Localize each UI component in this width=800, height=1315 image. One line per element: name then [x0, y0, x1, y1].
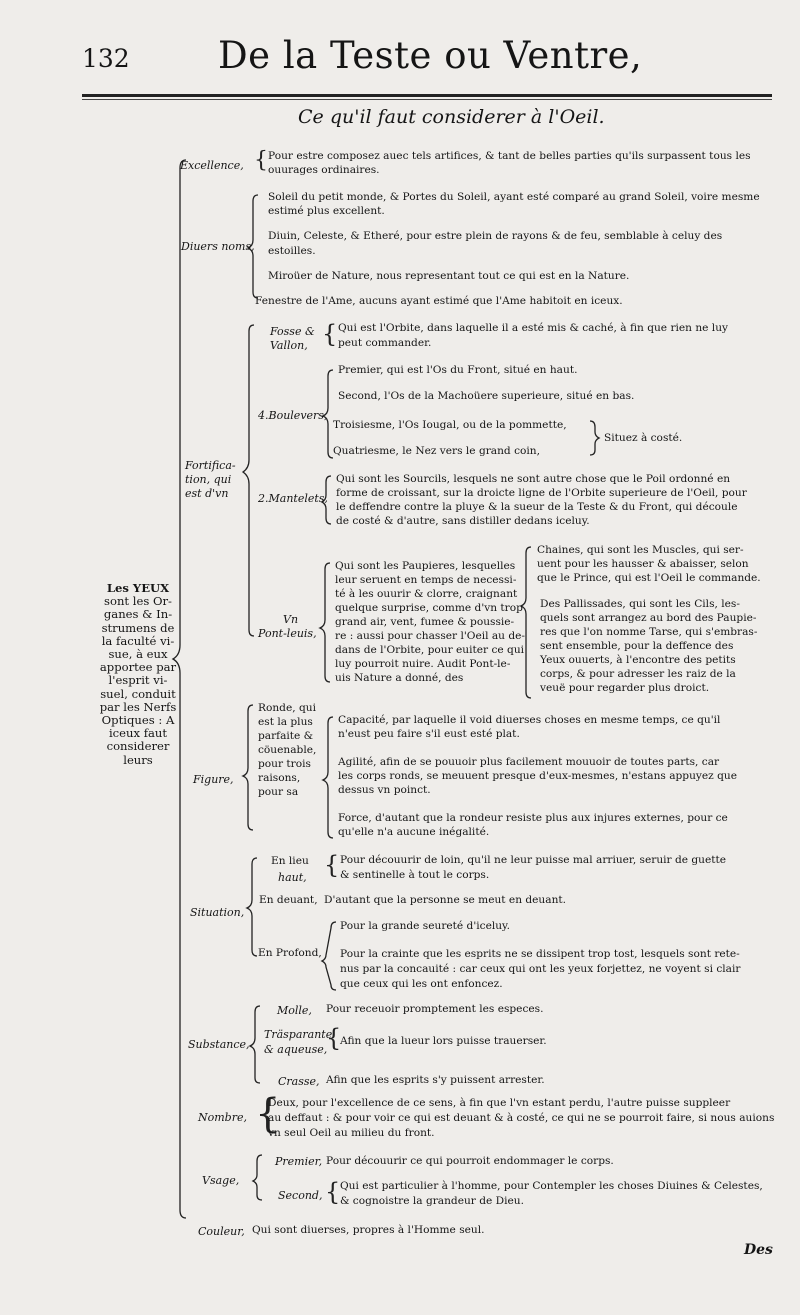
- figure-reason: Agilité, afin de se pouuoir plus facilement mouuoir de toutes parts, car: [338, 756, 720, 768]
- profond-text: Pour la grande seureté d'iceluy.: [340, 920, 511, 932]
- boulevers-item: Troisiesme, l'Os Iougal, ou de la pommette,: [333, 419, 567, 431]
- figure-sub: est la plus: [258, 716, 313, 728]
- mantelets-text: de costé & d'autre, sans distiller dedans iceluy.: [336, 515, 590, 527]
- chaines-text: que le Prince, qui est l'Oeil le commande.: [537, 572, 761, 584]
- catchword: Des: [744, 1242, 773, 1258]
- second-text: Qui est particulier à l'homme, pour Contempler les choses Diuines & Celestes,: [340, 1180, 763, 1192]
- premier-label: Premier,: [275, 1155, 323, 1168]
- profond-label: En Profond,: [258, 947, 322, 959]
- pontlevis-text: dans de l'Orbite, pour euiter ce qui: [335, 644, 525, 656]
- fortification-label: est d'vn: [185, 487, 229, 500]
- root-label: Les YEUX sont les Or- ganes & In- strumens de la faculté vi- sue, à eux apportee par l'esprit vi- suel, conduit par les Nerfs Optiques : A iceux faut considerer leurs: [99, 581, 177, 767]
- lieu-label: haut,: [278, 871, 307, 884]
- page-number: 132: [82, 44, 130, 73]
- second-label: Second,: [278, 1189, 323, 1202]
- excellence-label: Excellence,: [180, 159, 244, 172]
- diuers-noms-item: Fenestre de l'Ame, aucuns ayant estimé que l'Ame habitoit en iceux.: [255, 295, 623, 307]
- figure-sub: cöuenable,: [258, 744, 317, 756]
- trans-label: & aqueuse,: [264, 1043, 328, 1056]
- brace: {: [325, 1178, 341, 1206]
- palissades-text: Yeux ouuerts, à l'encontre des petits: [540, 654, 736, 666]
- lieu-text: & sentinelle à tout le corps.: [340, 869, 490, 881]
- figure-reason: Force, d'autant que la rondeur resiste plus aux injures externes, pour ce: [338, 812, 728, 824]
- second-text: & cognoistre la grandeur de Dieu.: [340, 1195, 524, 1207]
- pontlevis-text: Qui sont les Paupieres, lesquelles: [335, 560, 516, 572]
- figure-sub: parfaite &: [258, 730, 314, 742]
- mantelets-text: Qui sont les Sourcils, lesquels ne sont autre chose que le Poil ordonné en: [336, 473, 731, 485]
- boulevers-item: Premier, qui est l'Os du Front, situé en haut.: [338, 364, 578, 376]
- profond-text: que ceux qui les ont enfoncez.: [340, 978, 503, 990]
- lieu-text: Pour découurir de loin, qu'il ne leur puisse mal arriuer, seruir de guette: [340, 854, 727, 866]
- pontlevis-text: re : aussi pour chasser l'Oeil au de-: [335, 630, 525, 642]
- boulevers-label: 4.Boulevers,: [258, 409, 328, 422]
- mantelets-text: le deffendre contre la pluye & la sueur de la Teste & du Front, qui découle: [336, 501, 738, 513]
- fortification-label: Fortifica-: [185, 459, 236, 472]
- fortification-label: tion, qui: [185, 473, 232, 486]
- nombre-label: Nombre,: [198, 1111, 247, 1124]
- molle-label: Molle,: [277, 1004, 312, 1017]
- pontlevis-text: quelque surprise, comme d'vn trop: [335, 602, 523, 614]
- fosse-text: peut commander.: [338, 337, 432, 349]
- brace: {: [254, 148, 268, 173]
- nombre-text: vn seul Oeil au milieu du front.: [268, 1127, 435, 1139]
- pontlevis-label: Vn: [283, 613, 299, 626]
- figure-sub: raisons,: [258, 772, 301, 784]
- molle-text: Pour receuoir promptement les especes.: [326, 1003, 544, 1015]
- figure-sub: pour trois: [258, 758, 311, 770]
- palissades-text: corps, & pour adresser les raiz de la: [540, 668, 736, 680]
- figure-reason: Capacité, par laquelle il void diuerses choses en mesme temps, ce qu'il: [338, 714, 721, 726]
- couleur-text: Qui sont diuerses, propres à l'Homme seul.: [252, 1224, 485, 1236]
- fosse-label: Vallon,: [270, 339, 308, 352]
- figure-sub: Ronde, qui: [258, 702, 316, 714]
- diuers-noms-label: Diuers noms,: [181, 240, 255, 253]
- figure-reason: les corps ronds, se meuuent presque d'eux-mesmes, n'estans appuyez que: [338, 770, 737, 782]
- deuant-text: D'autant que la personne se meut en deuant.: [324, 894, 567, 906]
- nombre-text: Deux, pour l'excellence de ce sens, à fin que l'vn estant perdu, l'autre puisse suppleer: [268, 1097, 731, 1109]
- brace: {: [255, 1091, 281, 1137]
- trans-text: Afin que la lueur lors puisse trauerser.: [340, 1035, 547, 1047]
- nombre-text: au deffaut : & pour voir ce qui est deuant & à costé, ce qui ne se pourroit faire, si nous auions: [268, 1112, 775, 1124]
- palissades-text: sent ensemble, pour la deffence des: [540, 640, 734, 652]
- fosse-label: Fosse &: [270, 325, 315, 338]
- brace: {: [326, 1024, 342, 1052]
- figure-sub: pour sa: [258, 786, 299, 798]
- boulevers-item: Quatriesme, le Nez vers le grand coin,: [333, 445, 540, 457]
- pontlevis-text: leur seruent en temps de necessi-: [335, 574, 517, 586]
- crasse-text: Afin que les esprits s'y puissent arrester.: [326, 1074, 545, 1086]
- diuers-noms-item: Soleil du petit monde, & Portes du Soleil, ayant esté comparé au grand Soleil, voire mesme: [268, 191, 760, 203]
- pontlevis-label: Pont-leuis,: [258, 627, 317, 640]
- fosse-text: Qui est l'Orbite, dans laquelle il a esté mis & caché, à fin que rien ne luy: [338, 322, 729, 334]
- pontlevis-text: uis Nature a donné, des: [335, 672, 464, 684]
- substance-label: Substance,: [188, 1038, 250, 1051]
- boulevers-item: Second, l'Os de la Machoüere superieure, situé en bas.: [338, 390, 635, 402]
- brace: {: [324, 851, 340, 879]
- excellence-text: Pour estre composez auec tels artifices, & tant de belles parties qu'ils surpassent tous les: [268, 150, 751, 162]
- premier-text: Pour découurir ce qui pourroit endommager le corps.: [326, 1155, 614, 1167]
- figure-reason: qu'elle n'a aucune inégalité.: [338, 826, 490, 838]
- pontlevis-text: luy pourroit nuire. Audit Pont-le-: [335, 658, 511, 670]
- brace: {: [322, 320, 338, 348]
- figure-reason: n'eust peu faire s'il eust esté plat.: [338, 728, 520, 740]
- lieu-label: En lieu: [271, 855, 309, 867]
- palissades-text: quels sont arrangez au bord des Paupie-: [540, 612, 757, 624]
- palissades-text: res que l'on nomme Tarse, qui s'embras-: [540, 626, 758, 638]
- diuers-noms-item: Miroüer de Nature, nous representant tout ce qui est en la Nature.: [268, 270, 630, 282]
- crasse-label: Crasse,: [278, 1075, 320, 1088]
- pontlevis-text: té à les ouurir & clorre, craignant: [335, 588, 518, 600]
- chaines-text: Chaines, qui sont les Muscles, qui ser-: [537, 544, 744, 556]
- profond-text: nus par la concauité : car ceux qui ont les yeux forjettez, ne voyent si clair: [340, 963, 741, 975]
- figure-reason: dessus vn poinct.: [338, 784, 431, 796]
- running-head: De la Teste ou Ventre,: [218, 34, 643, 77]
- page-title: Ce qu'il faut considerer à l'Oeil.: [298, 106, 605, 128]
- diuers-noms-item: Diuin, Celeste, & Etheré, pour estre plein de rayons & de feu, semblable à celuy des: [268, 230, 723, 242]
- chaines-text: uent pour les hausser & abaisser, selon: [537, 558, 749, 570]
- figure-label: Figure,: [193, 773, 234, 786]
- diuers-noms-item: estoilles.: [268, 245, 316, 257]
- palissades-text: veuë pour regarder plus droict.: [540, 682, 710, 694]
- palissades-text: Des Pallissades, qui sont les Cils, les-: [540, 598, 740, 610]
- couleur-label: Couleur,: [198, 1225, 245, 1238]
- deuant-label: En deuant,: [259, 894, 318, 906]
- mantelets-text: forme de croissant, sur la droicte ligne de l'Orbite superieure de l'Oeil, pour: [336, 487, 747, 499]
- profond-text: Pour la crainte que les esprits ne se dissipent trop tost, lesquels sont rete-: [340, 948, 740, 960]
- mantelets-label: 2.Mantelets,: [258, 492, 328, 505]
- situez-text: Situez à costé.: [604, 432, 683, 444]
- situation-label: Situation,: [190, 906, 245, 919]
- diuers-noms-item: estimé plus excellent.: [268, 205, 385, 217]
- trans-label: Träsparante: [264, 1028, 333, 1041]
- pontlevis-text: grand air, vent, fumee & poussie-: [335, 616, 515, 628]
- excellence-text: ouurages ordinaires.: [268, 164, 380, 176]
- vsage-label: Vsage,: [202, 1174, 240, 1187]
